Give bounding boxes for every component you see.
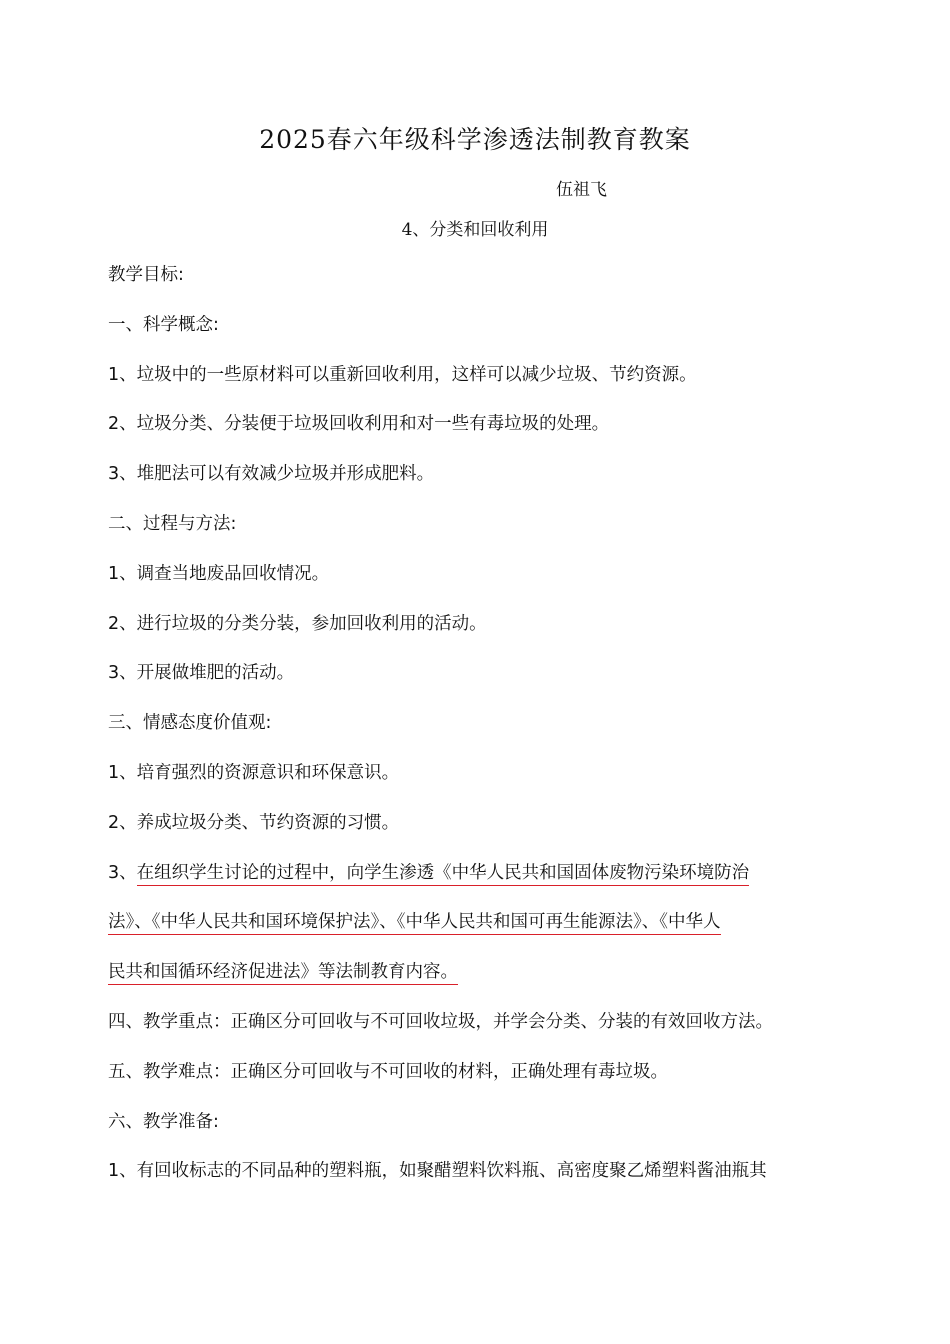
document-body [108, 262, 848, 1208]
list-item: 3、开展做堆肥的活动。 [108, 663, 295, 684]
objectives-heading: 教学目标: [108, 265, 184, 285]
list-item: 1、有回收标志的不同品种的塑料瓶，如聚醋塑料饮料瓶、高密度聚乙烯塑料酱油瓶其 [108, 1161, 767, 1182]
section-heading: 一、科学概念: [108, 314, 219, 335]
key-points: 四、教学重点：正确区分可回收与不可回收垃圾，并学会分类、分装的有效回收方法。 [108, 1011, 773, 1032]
list-item: 1、调查当地废品回收情况。 [108, 563, 330, 584]
underlined-text: 民共和国循环经济促进法》等法制教育内容。 [108, 962, 458, 985]
section-heading: 三、情感态度价值观: [108, 713, 272, 734]
law-education-line [108, 959, 848, 1009]
list-item: 1、培育强烈的资源意识和环保意识。 [108, 762, 400, 783]
list-item: 2、垃圾分类、分装便于垃圾回收利用和对一些有毒垃圾的处理。 [108, 414, 610, 435]
list-item: 1、垃圾中的一些原材料可以重新回收利用，这样可以减少垃圾、节约资源。 [108, 364, 697, 385]
author-name: 伍祖飞 [556, 180, 607, 200]
underlined-text: 在组织学生讨论的过程中，向学生渗透《中华人民共和国固体废物污染环境防治 [137, 863, 750, 886]
section-heading: 六、教学准备: [108, 1111, 219, 1132]
list-item: 2、进行垃圾的分类分装，参加回收利用的活动。 [108, 613, 487, 634]
list-number: 3、 [108, 862, 137, 883]
law-education-line [108, 909, 848, 959]
document-title: 2025春六年级科学渗透法制教育教案 [259, 125, 691, 154]
lesson-heading: 4、分类和回收利用 [401, 220, 549, 240]
section-heading: 二、过程与方法: [108, 513, 237, 534]
underlined-text: 法》、《中华人民共和国环境保护法》、《中华人民共和国可再生能源法》、《中华人 [108, 912, 721, 935]
list-item: 2、养成垃圾分类、节约资源的习惯。 [108, 812, 400, 833]
difficult-points: 五、教学难点：正确区分可回收与不可回收的材料，正确处理有毒垃圾。 [108, 1061, 668, 1082]
list-item: 3、堆肥法可以有效减少垃圾并形成肥料。 [108, 464, 435, 485]
law-education-line [108, 860, 848, 910]
